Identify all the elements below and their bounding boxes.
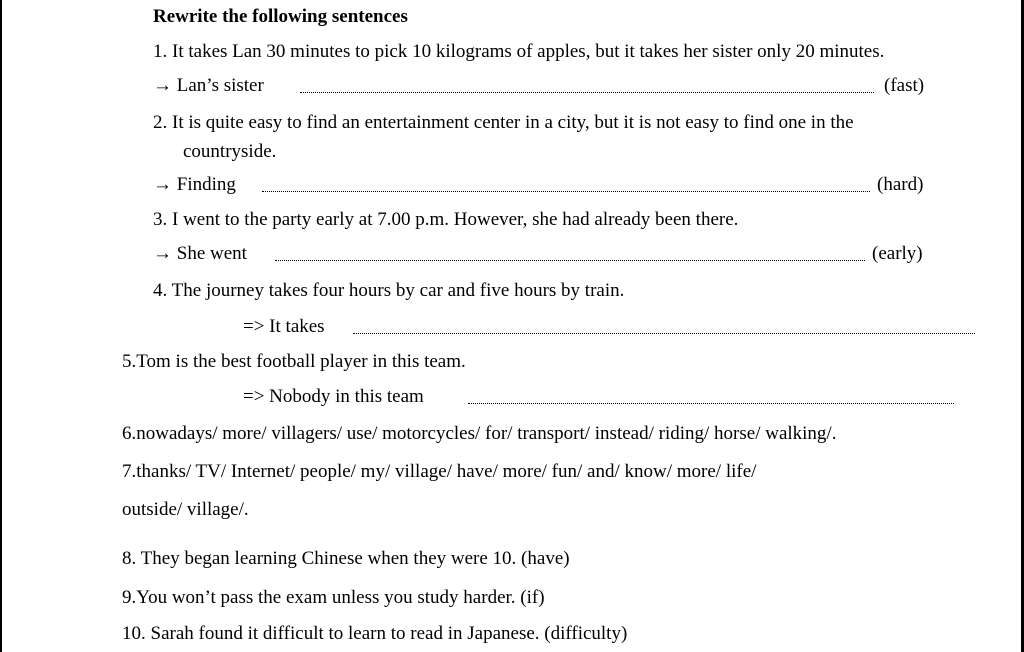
question-8-prompt: 8. They began learning Chinese when they were 10. (have)	[122, 548, 570, 569]
question-4-prompt: 4. The journey takes four hours by car and five hours by train.	[153, 280, 625, 301]
question-1-answer-start: → Lan’s sister	[153, 75, 264, 96]
question-9-prompt: 9.You won’t pass the exam unless you study harder. (if)	[122, 587, 545, 608]
question-2-prompt-line-2: countryside.	[183, 141, 277, 162]
question-3-hint: (early)	[872, 243, 923, 264]
question-2-hint: (hard)	[877, 174, 924, 195]
question-7-prompt-line-2: outside/ village/.	[122, 499, 249, 520]
question-5-answer-line[interactable]	[468, 403, 954, 404]
question-7-prompt-line-1: 7.thanks/ TV/ Internet/ people/ my/ village/ have/ more/ fun/ and/ know/ more/ life/	[122, 461, 757, 482]
question-2-answer-line[interactable]	[262, 191, 870, 192]
question-1-answer-line[interactable]	[300, 92, 874, 93]
question-5-prompt: 5.Tom is the best football player in this team.	[122, 351, 466, 372]
worksheet-title: Rewrite the following sentences	[153, 6, 408, 27]
question-3-answer-line[interactable]	[275, 260, 865, 261]
question-1-prompt: 1. It takes Lan 30 minutes to pick 10 kilograms of apples, but it takes her sister only 20 minutes.	[153, 41, 885, 62]
question-2-prompt-line-1: 2. It is quite easy to find an entertainment center in a city, but it is not easy to find one in the	[153, 112, 854, 133]
question-6-prompt: 6.nowadays/ more/ villagers/ use/ motorcycles/ for/ transport/ instead/ riding/ horse/ walking/.	[122, 423, 837, 444]
question-4-answer-start: => It takes	[243, 316, 325, 337]
question-10-prompt: 10. Sarah found it difficult to learn to read in Japanese. (difficulty)	[122, 623, 628, 644]
question-3-answer-start: → She went	[153, 243, 247, 264]
question-2-answer-start: → Finding	[153, 174, 236, 195]
question-1-hint: (fast)	[884, 75, 925, 96]
question-4-answer-line[interactable]	[353, 333, 975, 334]
question-5-answer-start: => Nobody in this team	[243, 386, 424, 407]
question-3-prompt: 3. I went to the party early at 7.00 p.m. However, she had already been there.	[153, 209, 739, 230]
left-border	[0, 0, 2, 652]
